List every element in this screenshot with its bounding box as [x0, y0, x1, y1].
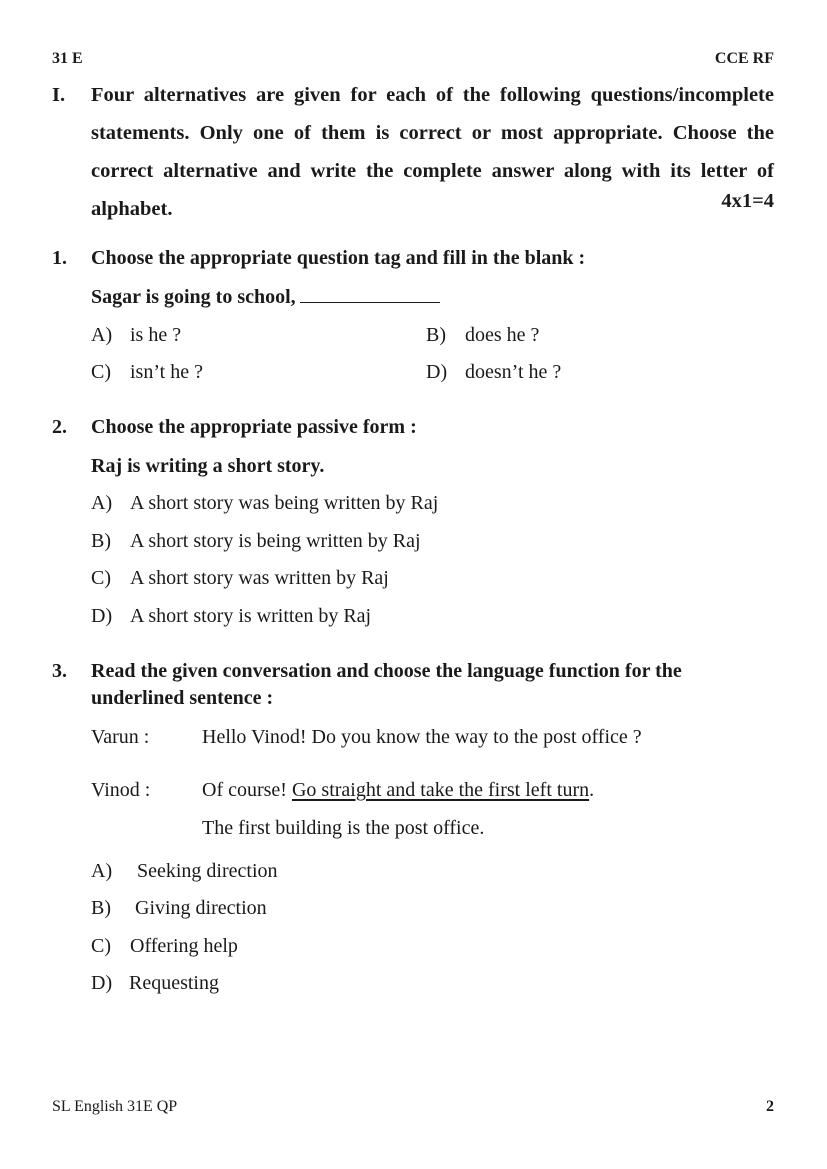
question-number: 2.	[52, 416, 67, 438]
option-letter: A)	[91, 324, 113, 346]
question-prompt-line: underlined sentence :	[91, 687, 274, 709]
option-letter: D)	[91, 605, 113, 627]
option-text: does he ?	[465, 324, 540, 346]
option-letter: B)	[426, 324, 446, 346]
option-text: A short story was written by Raj	[130, 567, 389, 589]
speaker-vinod: Vinod :	[91, 779, 151, 801]
page-number: 2	[766, 1098, 774, 1115]
option-text: A short story is being written by Raj	[130, 530, 421, 552]
option-letter: B)	[91, 897, 111, 919]
option-text: A short story was being written by Raj	[130, 492, 439, 514]
question-number: 3.	[52, 660, 67, 682]
footer-paper-name: SL English 31E QP	[52, 1098, 178, 1115]
section-number: I.	[52, 84, 66, 106]
question-prompt-line: Read the given conversation and choose the language function for the	[91, 660, 682, 682]
question-stem	[91, 286, 440, 309]
stem-text: Sagar is going to school,	[91, 286, 296, 308]
option-letter: D)	[426, 361, 448, 383]
option-letter: C)	[91, 567, 111, 589]
option-letter: D)	[91, 972, 113, 994]
underlined-sentence: Go straight and take the first left turn	[291, 779, 590, 801]
option-letter: A)	[91, 860, 113, 882]
instruction-line: alphabet.	[91, 198, 173, 220]
question-prompt: Choose the appropriate passive form :	[91, 416, 417, 438]
marks-allocation: 4x1=4	[721, 190, 774, 212]
option-text: Seeking direction	[137, 860, 278, 882]
option-letter: C)	[91, 935, 111, 957]
option-text: doesn’t he ?	[465, 361, 562, 383]
dialogue-text: Of course!	[202, 779, 292, 801]
question-stem: Raj is writing a short story.	[91, 455, 325, 477]
exam-type: CCE RF	[714, 50, 774, 67]
instruction-line: Four alternatives are given for each of the following questions/incomplete	[91, 84, 774, 106]
option-letter: B)	[91, 530, 111, 552]
option-text: Requesting	[129, 972, 219, 994]
option-text: A short story is written by Raj	[130, 605, 372, 627]
question-prompt: Choose the appropriate question tag and fill in the blank :	[91, 247, 586, 269]
question-number: 1.	[52, 247, 67, 269]
option-letter: C)	[91, 361, 111, 383]
dialogue-text: .	[589, 779, 595, 801]
instruction-line: statements. Only one of them is correct or most appropriate. Choose the	[91, 122, 774, 144]
option-text: Offering help	[130, 935, 238, 957]
dialogue-vinod	[202, 779, 594, 802]
dialogue-vinod-continuation: The first building is the post office.	[202, 817, 485, 839]
answer-blank	[300, 286, 440, 303]
option-text: is he ?	[130, 324, 182, 346]
option-text: Giving direction	[135, 897, 267, 919]
option-text: isn’t he ?	[130, 361, 203, 383]
dialogue-varun: Hello Vinod! Do you know the way to the post office ?	[202, 726, 642, 748]
option-letter: A)	[91, 492, 113, 514]
instruction-line: correct alternative and write the complete answer along with its letter of	[91, 160, 774, 182]
paper-code: 31 E	[52, 50, 83, 67]
speaker-varun: Varun :	[91, 726, 150, 748]
